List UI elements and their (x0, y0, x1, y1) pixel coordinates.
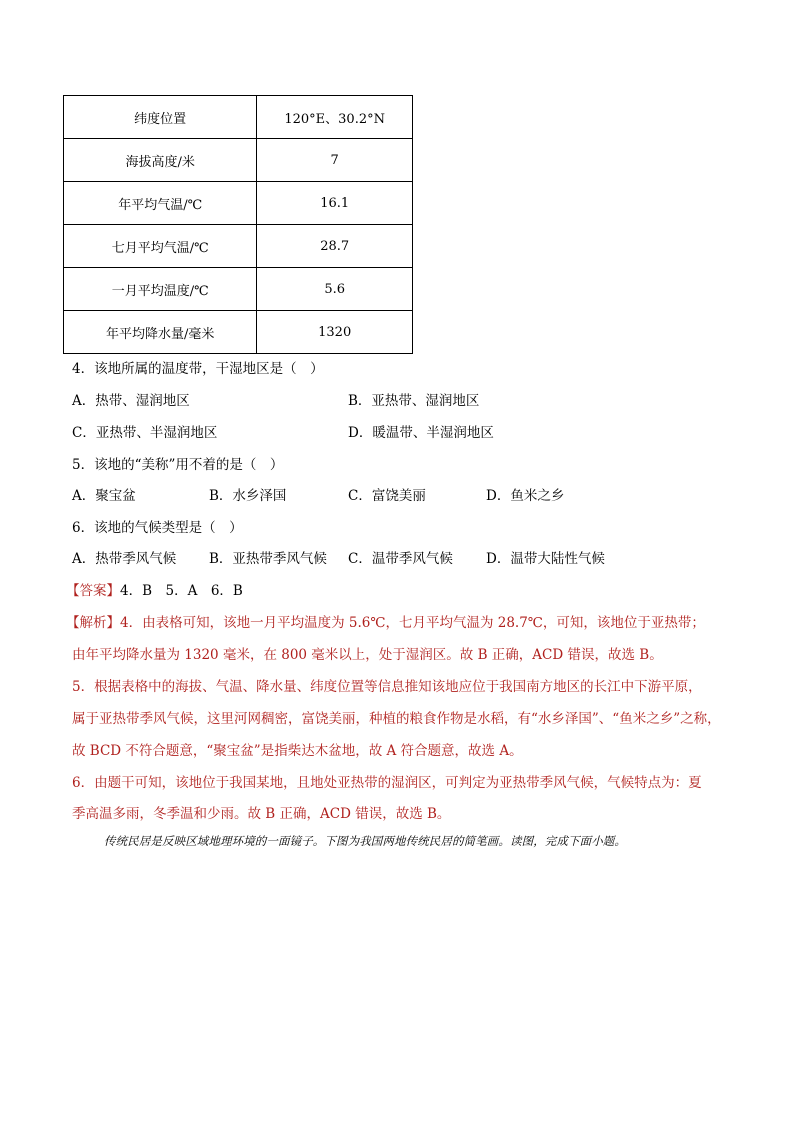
table-value-cell: 120°E、30.2°N (257, 96, 413, 139)
question-4-stem: 4．该地所属的温度带，干湿地区是（ ） (72, 361, 324, 377)
table-row (64, 225, 413, 268)
table-label-cell: 海拔高度/米 (64, 139, 257, 182)
question-4-option-d: D．暖温带、半湿润地区 (348, 425, 494, 441)
answer-line (66, 581, 243, 601)
question-4-option-a: A．热带、湿润地区 (72, 393, 190, 409)
question-4-option-c: C．亚热带、半湿润地区 (72, 425, 218, 441)
analysis-line-6: 6．由题干可知，该地位于我国某地，且地处亚热带的湿润区，可判定为亚热带季风气候，气候特点为：夏 (72, 775, 702, 791)
analysis-text: 4．由表格可知，该地一月平均温度为 5.6℃，七月平均气温为 28.7℃，可知，该地位于亚热带； (120, 615, 705, 631)
table-value-cell: 28.7 (257, 225, 413, 268)
answer-tag: 【答案】 (66, 583, 120, 599)
table-value-cell: 1320 (257, 311, 413, 354)
question-6-option-d: D．温带大陆性气候 (486, 551, 605, 567)
table-row (64, 311, 413, 354)
question-4-option-b: B．亚热带、湿润地区 (348, 393, 480, 409)
analysis-line-2: 由年平均降水量为 1320 毫米，在 800 毫米以上，处于湿润区。故 B 正确，ACD 错误，故选 B。 (72, 647, 663, 663)
table-row (64, 96, 413, 139)
table-label-cell: 七月平均气温/℃ (64, 225, 257, 268)
table-row (64, 268, 413, 311)
table-label-cell: 年平均气温/℃ (64, 182, 257, 225)
question-6-option-a: A．热带季风气候 (72, 551, 177, 567)
climate-data-table (63, 95, 413, 354)
table-value-cell: 7 (257, 139, 413, 182)
table-label-cell: 一月平均温度/℃ (64, 268, 257, 311)
question-5-stem: 5．该地的“美称”用不着的是（ ） (72, 457, 284, 473)
analysis-line-1 (66, 613, 705, 633)
table-value-cell: 16.1 (257, 182, 413, 225)
intro-paragraph: 传统民居是反映区域地理环境的一面镜子。下图为我国两地传统民居的简笔画。读图，完成下面小题。 (104, 834, 626, 848)
question-5-option-a: A．聚宝盆 (72, 488, 136, 504)
table-value-cell: 5.6 (257, 268, 413, 311)
answer-text: 4．B 5．A 6．B (120, 583, 243, 599)
question-6-option-c: C．温带季风气候 (348, 551, 453, 567)
analysis-tag: 【解析】 (66, 615, 120, 631)
question-5-option-b: B．水乡泽国 (209, 488, 287, 504)
question-6-option-b: B．亚热带季风气候 (209, 551, 327, 567)
table-label-cell: 纬度位置 (64, 96, 257, 139)
table-label-cell: 年平均降水量/毫米 (64, 311, 257, 354)
analysis-line-7: 季高温多雨，冬季温和少雨。故 B 正确，ACD 错误，故选 B。 (72, 806, 451, 822)
table-row (64, 139, 413, 182)
question-6-stem: 6．该地的气候类型是（ ） (72, 520, 243, 536)
analysis-line-3: 5．根据表格中的海拔、气温、降水量、纬度位置等信息推知该地应位于我国南方地区的长江中下游平原， (72, 679, 702, 695)
question-5-option-d: D．鱼米之乡 (486, 488, 565, 504)
analysis-line-5: 故 BCD 不符合题意，“聚宝盆”是指柴达木盆地，故 A 符合题意，故选 A。 (72, 743, 523, 759)
table-row (64, 182, 413, 225)
analysis-line-4: 属于亚热带季风气候，这里河网稠密，富饶美丽，种植的粮食作物是水稻，有“水乡泽国”、“鱼米之乡”之称， (72, 711, 721, 727)
question-5-option-c: C．富饶美丽 (348, 488, 426, 504)
